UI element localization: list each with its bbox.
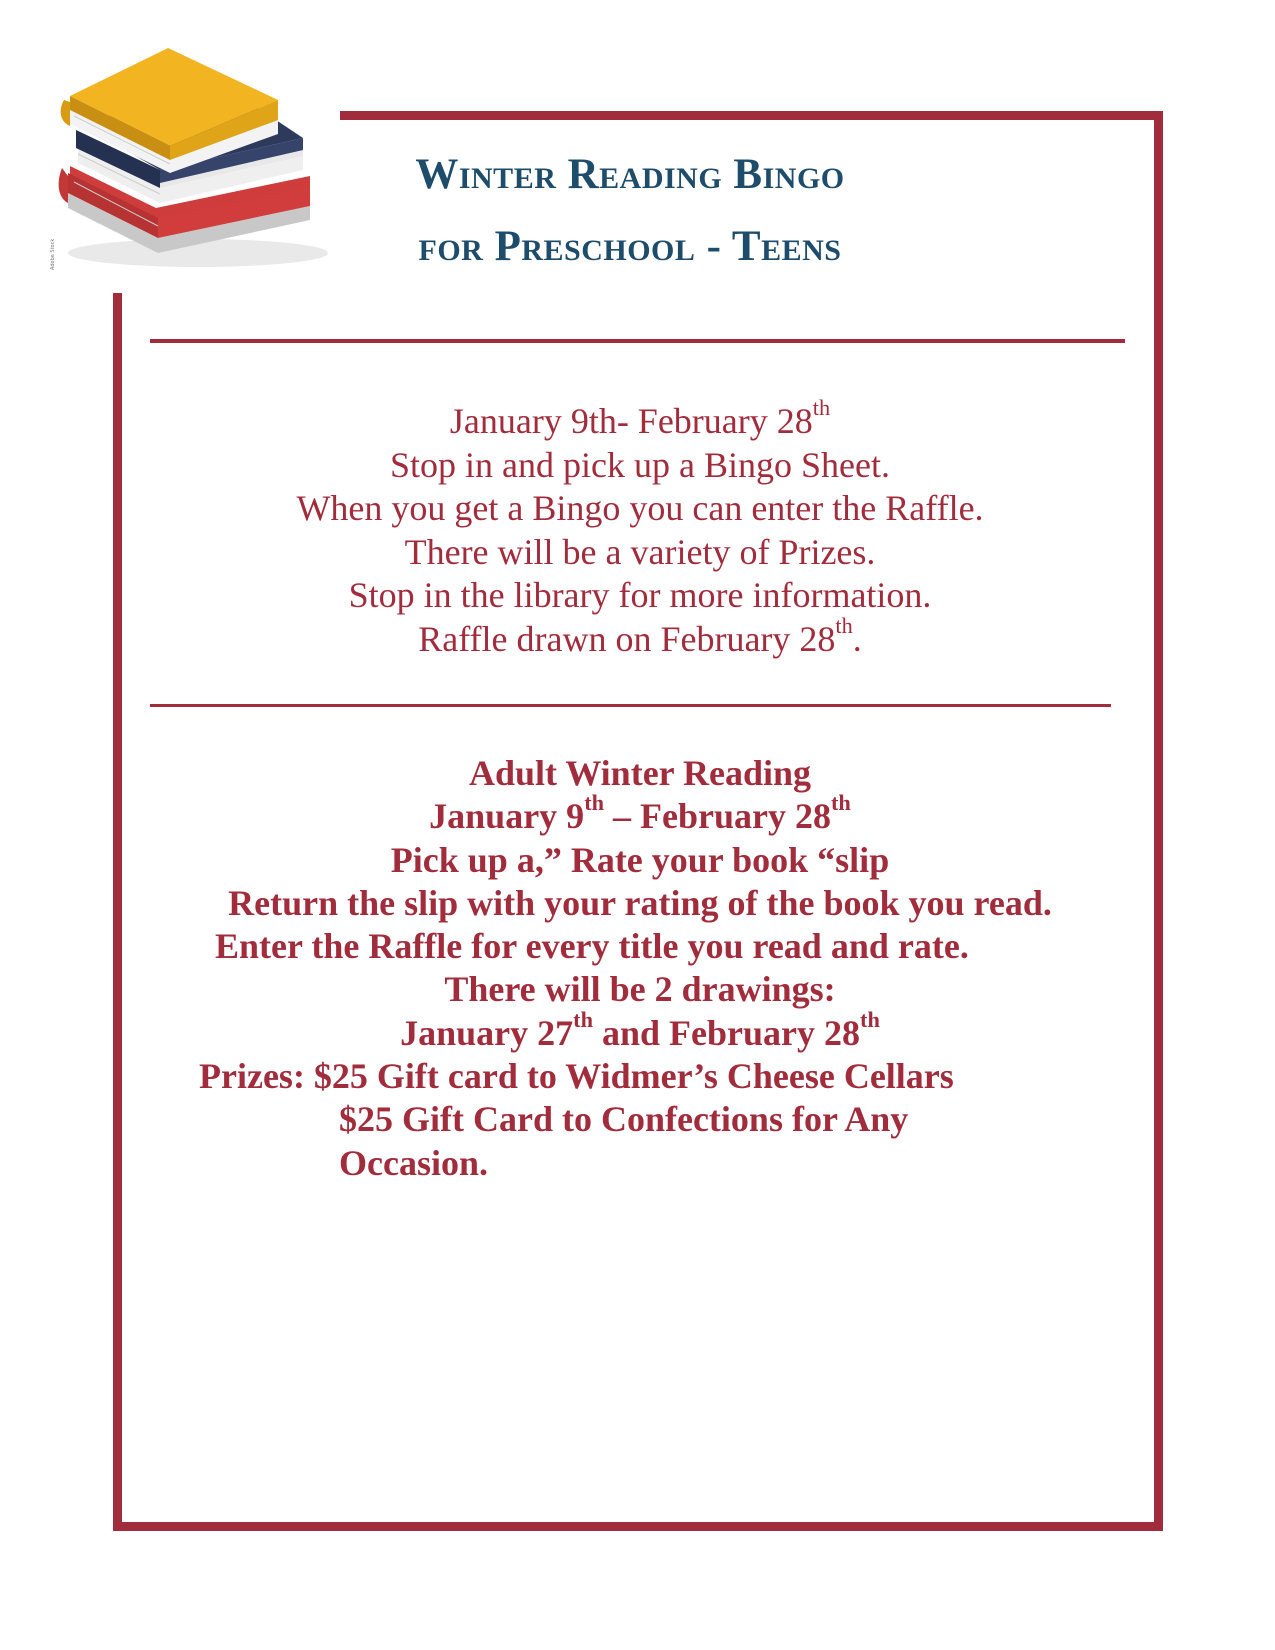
frame-border-bottom <box>113 1522 1163 1531</box>
adult-line-pick-up: Pick up a,” Rate your book “slip <box>390 839 890 880</box>
page-title-line2: for Preschool - Teens <box>418 223 842 270</box>
kids-line-bingo-sheet: Stop in and pick up a Bingo Sheet. <box>390 444 890 485</box>
frame-border-right <box>1154 111 1163 1531</box>
kids-dates: January 9th- February 28th <box>449 395 831 441</box>
adult-section <box>130 752 1150 1185</box>
divider-top <box>150 339 1125 343</box>
adult-prize-1: Prizes: $25 Gift card to Widmer’s Cheese Cellars <box>199 1056 954 1097</box>
adult-heading: Adult Winter Reading <box>468 753 812 793</box>
adult-prize-3: Occasion. <box>339 1142 488 1183</box>
kids-raffle-date: Raffle drawn on February 28th. <box>418 612 862 659</box>
adult-line-return: Return the slip with your rating of the book you read. <box>228 882 1052 923</box>
frame-border-left <box>113 293 122 1531</box>
adult-prize-2: $25 Gift Card to Confections for Any <box>339 1099 909 1140</box>
adult-drawing-dates: January 27th and February 28th <box>400 1006 880 1053</box>
kids-line-prizes: There will be a variety of Prizes. <box>404 531 876 572</box>
adult-dates: January 9th – February 28th <box>429 790 851 837</box>
divider-middle <box>150 704 1111 707</box>
frame-border-top <box>340 111 1163 120</box>
svg-text:Adobe Stock: Adobe Stock <box>50 238 56 270</box>
book-stack-icon <box>48 38 348 288</box>
kids-section <box>130 395 1150 661</box>
kids-line-info: Stop in the library for more information. <box>348 575 932 615</box>
kids-line-raffle-entry: When you get a Bingo you can enter the Raffle. <box>296 488 984 528</box>
adult-line-drawings: There will be 2 drawings: <box>444 969 836 1010</box>
adult-line-enter-raffle: Enter the Raffle for every title you read and rate. <box>215 926 969 967</box>
page-title-line1: Winter Reading Bingo <box>415 151 845 198</box>
